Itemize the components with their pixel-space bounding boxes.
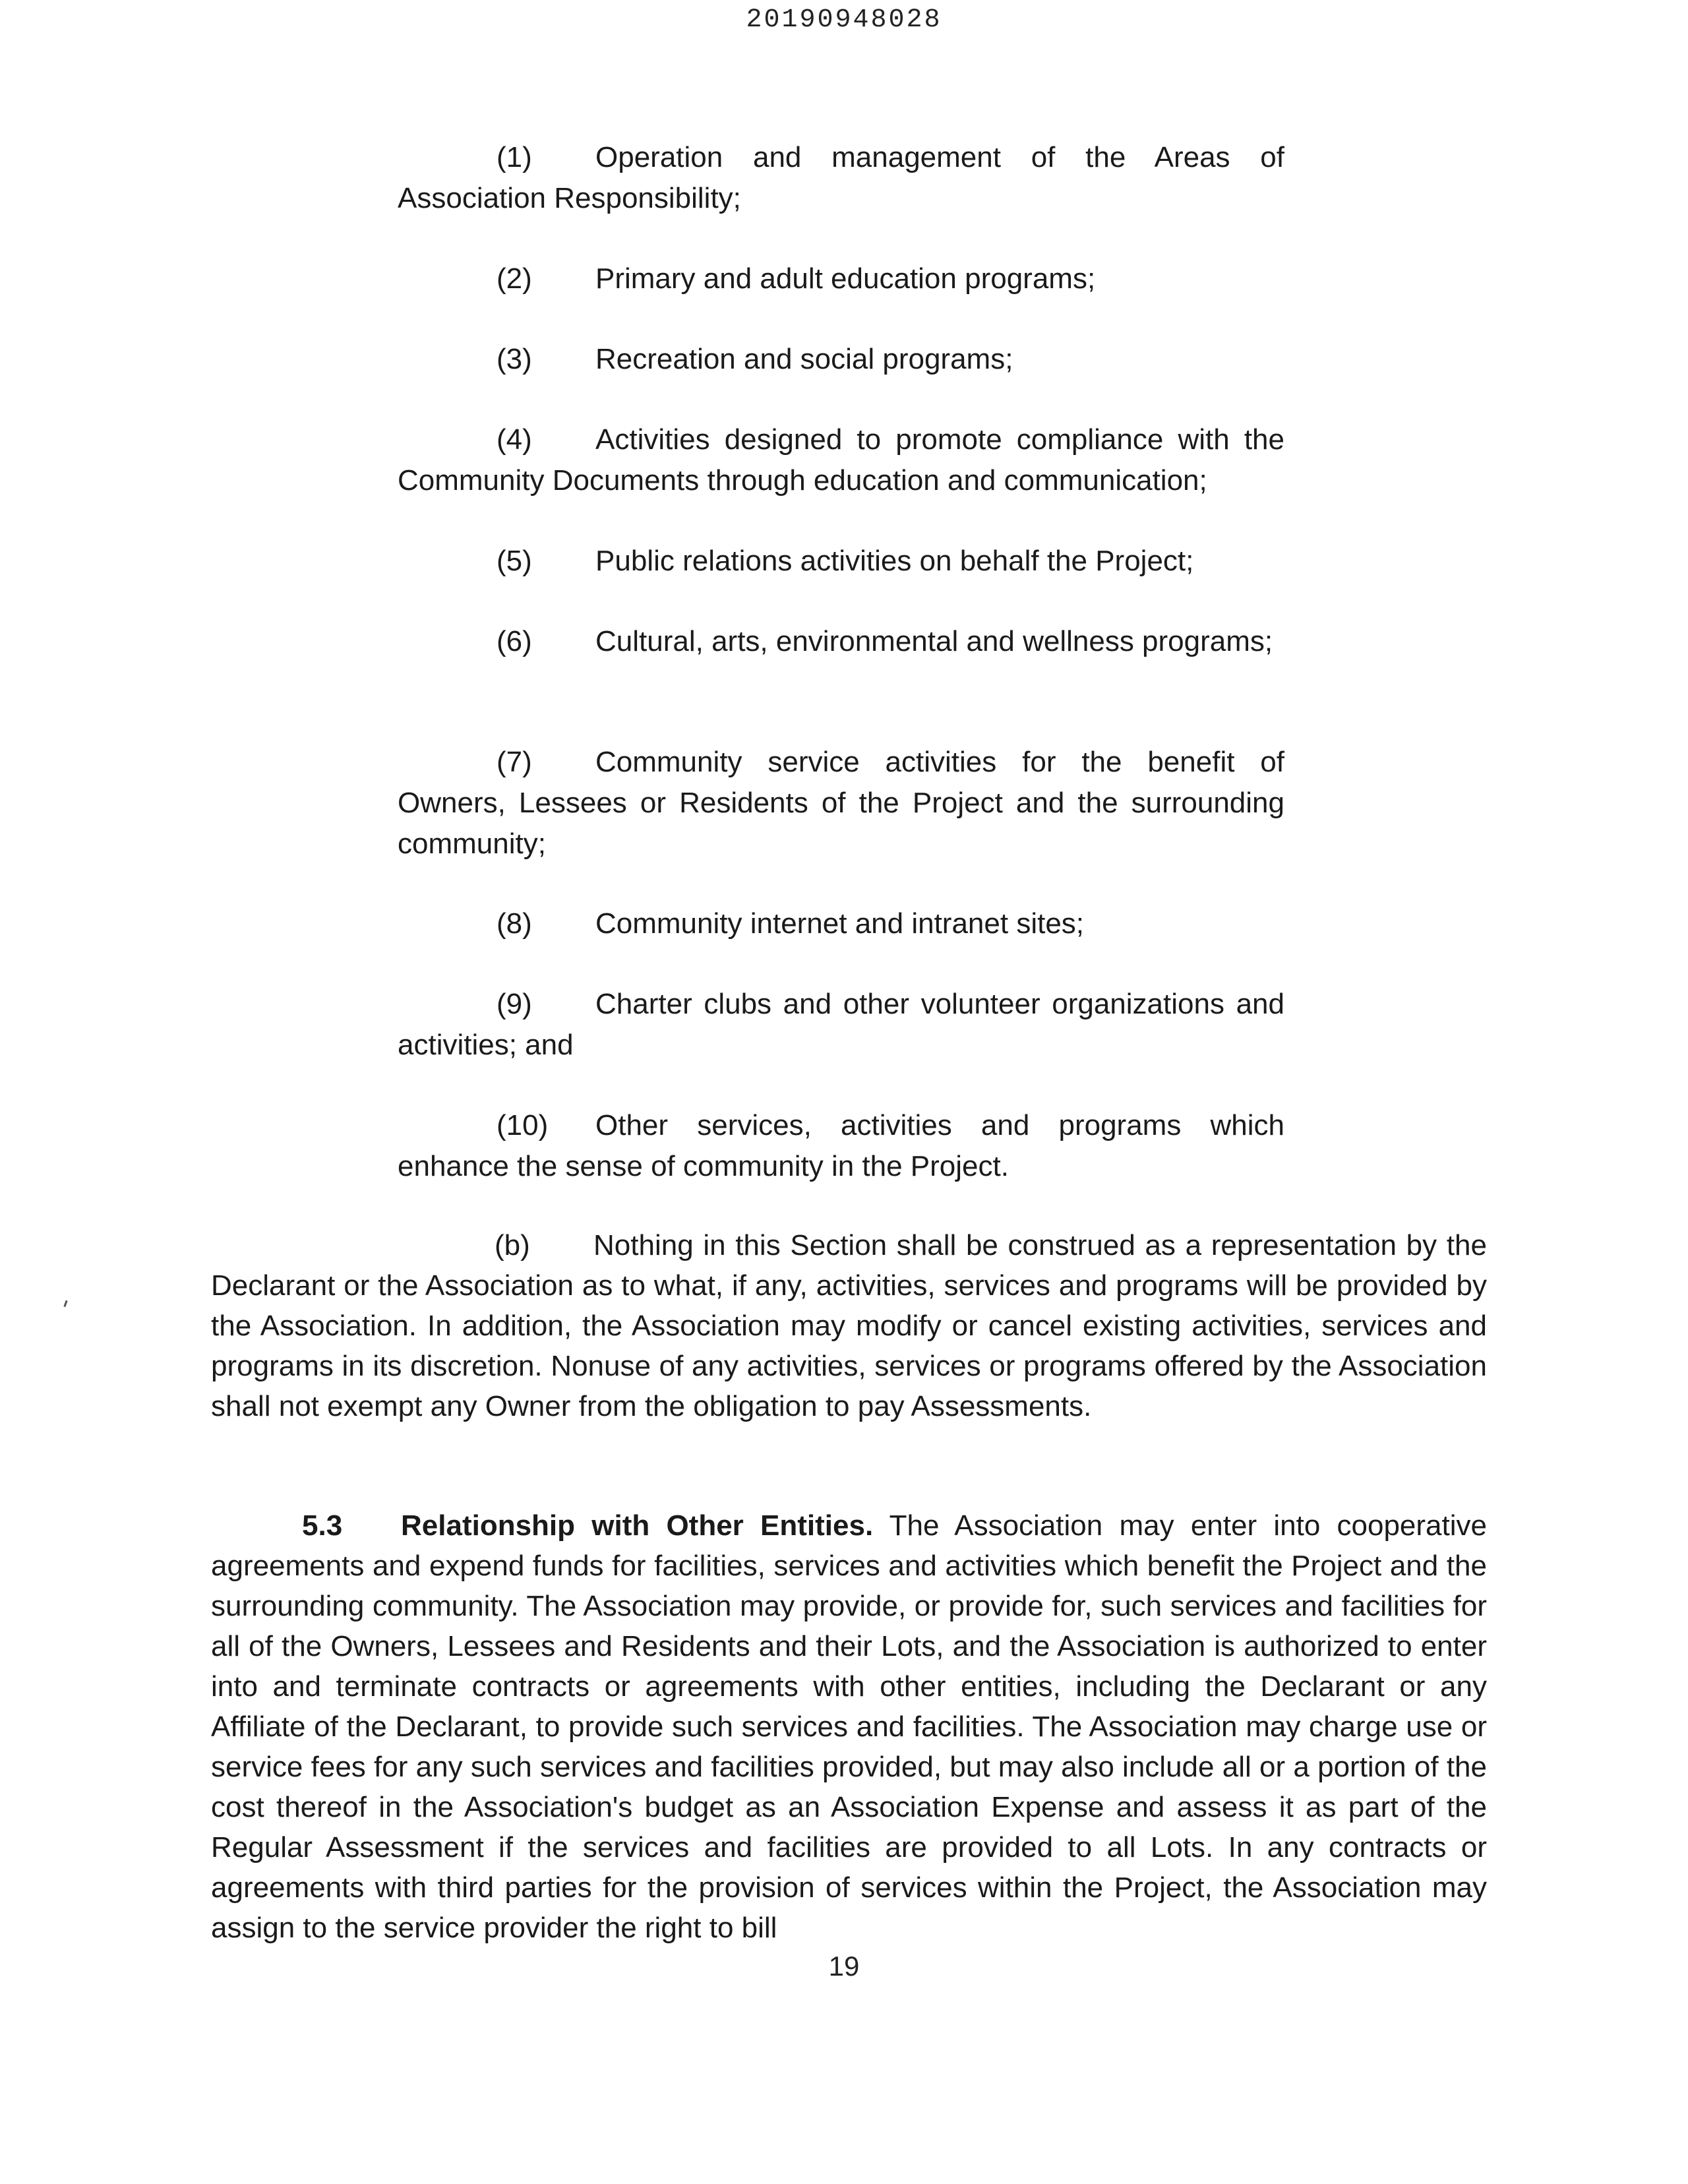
list-item-5 xyxy=(398,541,1284,582)
item-text: Cultural, arts, environmental and wellness programs; xyxy=(595,625,1273,657)
item-text: Activities designed to promote compliance with the Community Documents through education and communication; xyxy=(398,423,1284,497)
paragraph-b-number: (b) xyxy=(495,1229,530,1261)
item-number: (5) xyxy=(497,545,532,577)
section-text: The Association may enter into cooperative agreements and expend funds for facilities, services and activities which benefit the Project and the surrounding community. The Association may provide, or provide for, such services and facilities for all of the Owners, Lessees and Residents and their Lots, and the Association is authorized to enter into and terminate contracts or agreements with other entities, including the Declarant or any Affiliate of the Declarant, to provide such services and facilities. The Association may charge use or service fees for any such services and facilities provided, but may also include all or a portion of the cost thereof in the Association's budget as an Association Expense and assess it as part of the Regular Assessment if the services and facilities are provided to all Lots. In any contracts or agreements with third parties for the provision of services within the Project, the Association may assign to the service provider the right to bill xyxy=(211,1509,1487,1944)
item-text: Community internet and intranet sites; xyxy=(595,907,1085,940)
item-number: (4) xyxy=(497,423,532,456)
paragraph-b xyxy=(211,1225,1487,1426)
document-number: 20190948028 xyxy=(746,5,942,35)
page-number: 19 xyxy=(828,1951,860,1982)
item-text: Community service activities for the benefit of Owners, Lessees or Residents of the Project and the surrounding community; xyxy=(398,746,1284,860)
list-item-3 xyxy=(398,339,1284,380)
list-item-10 xyxy=(398,1105,1284,1187)
section-number: 5.3 xyxy=(302,1509,343,1542)
section-5-3 xyxy=(211,1505,1487,1948)
list-item-4 xyxy=(398,419,1284,501)
item-number: (9) xyxy=(497,988,532,1020)
list-item-2 xyxy=(398,258,1284,299)
list-item-7 xyxy=(398,742,1284,864)
item-number: (10) xyxy=(497,1109,549,1141)
list-item-1 xyxy=(398,137,1284,219)
item-text: Operation and management of the Areas of Association Responsibility; xyxy=(398,141,1284,214)
item-text: Other services, activities and programs which enhance the sense of community in the Project. xyxy=(398,1109,1284,1182)
list-item-9 xyxy=(398,984,1284,1066)
item-text: Primary and adult education programs; xyxy=(595,262,1096,295)
list-item-6 xyxy=(398,621,1284,662)
item-number: (7) xyxy=(497,746,532,778)
item-number: (2) xyxy=(497,262,532,295)
section-heading: Relationship with Other Entities. xyxy=(401,1509,874,1542)
paragraph-b-text: Nothing in this Section shall be construed as a representation by the Declarant or the Association as to what, if any, activities, services and programs will be provided by the Association. In addition, the Association may modify or cancel existing activities, services and programs in its discretion. Nonuse of any activities, services or programs offered by the Association shall not exempt any Owner from the obligation to pay Assessments. xyxy=(211,1229,1487,1422)
item-number: (8) xyxy=(497,907,532,940)
item-text: Charter clubs and other volunteer organizations and activities; and xyxy=(398,988,1284,1061)
item-text: Public relations activities on behalf the Project; xyxy=(595,545,1194,577)
item-number: (1) xyxy=(497,141,532,173)
list-item-8 xyxy=(398,903,1284,944)
item-number: (3) xyxy=(497,343,532,375)
item-number: (6) xyxy=(497,625,532,657)
item-text: Recreation and social programs; xyxy=(595,343,1013,375)
stray-mark xyxy=(63,1300,67,1307)
